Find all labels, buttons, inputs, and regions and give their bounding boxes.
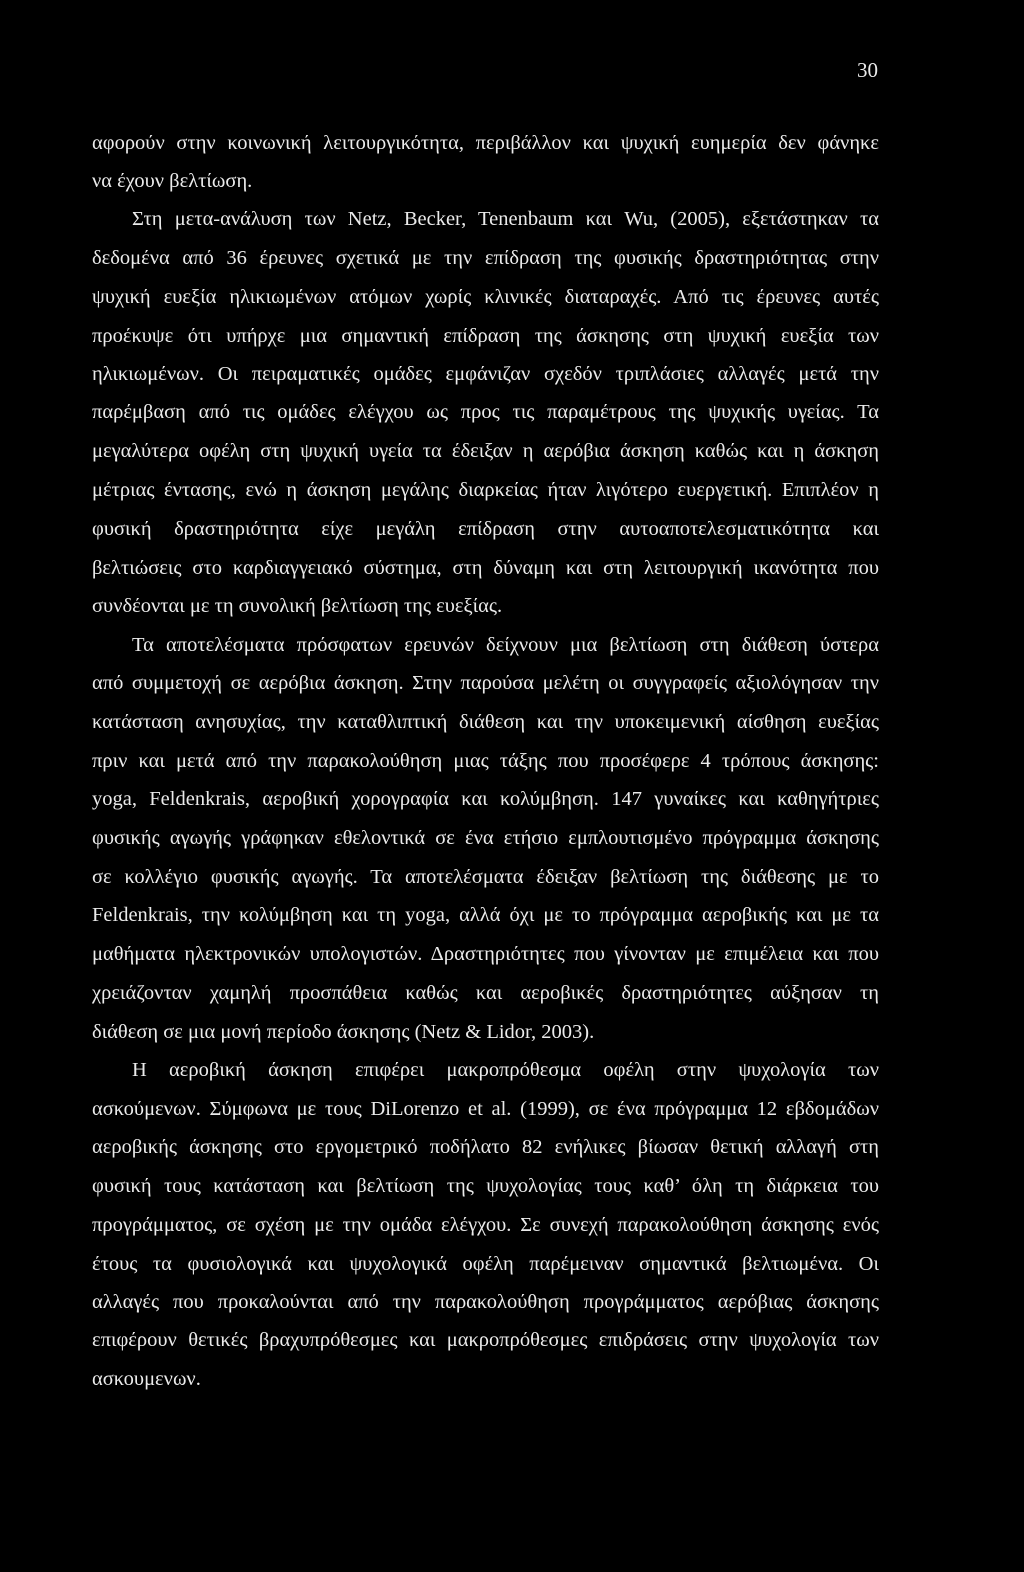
text-line: Feldenkrais, την κολύμβηση και τη yoga, αλλά όχι με το πρόγραμμα αεροβικής και με τα — [92, 904, 879, 926]
text-line: αλλαγές που προκαλούνται από την παρακολούθηση προγράμματος αερόβιας άσκησης — [92, 1291, 879, 1313]
text-line: Τα αποτελέσματα πρόσφατων ερευνών δείχνουν μια βελτίωση στη διάθεση ύστερα — [132, 634, 879, 656]
text-line: δεδομένα από 36 έρευνες σχετικά με την επίδραση της φυσικής δραστηριότητας στην — [92, 247, 879, 269]
text-line: χρειάζονταν χαμηλή προσπάθεια καθώς και αεροβικές δραστηριότητες αύξησαν τη — [92, 982, 879, 1004]
text-line: παρέμβαση από τις ομάδες ελέγχου ως προς τις παραμέτρους της ψυχικής υγείας. Τα — [92, 401, 879, 423]
text-line: αεροβικής άσκησης στο εργομετρικό ποδήλατο 82 ενήλικες βίωσαν θετική αλλαγή στη — [92, 1136, 879, 1158]
text-line: φυσική δραστηριότητα είχε μεγάλη επίδραση στην αυτοαποτελεσματικότητα και — [92, 518, 879, 540]
text-line: έτους τα φυσιολογικά και ψυχολογικά οφέλη παρέμειναν σημαντικά βελτιωμένα. Οι — [92, 1253, 879, 1275]
text-line: ασκούμενων. Σύμφωνα με τους DiLorenzo et al. (1999), σε ένα πρόγραμμα 12 εβδομάδων — [92, 1098, 879, 1120]
text-line: πριν και μετά από την παρακολούθηση μιας τάξης που προσέφερε 4 τρόπους άσκησης: — [92, 750, 879, 772]
text-line: προέκυψε ότι υπήρχε μια σημαντική επίδραση της άσκησης στη ψυχική ευεξία των — [92, 325, 879, 347]
page-number: 30 — [857, 58, 878, 82]
text-line: κατάσταση ανησυχίας, την καταθλιπτική διάθεση και την υποκειμενική αίσθηση ευεξίας — [92, 711, 879, 733]
text-line: μαθήματα ηλεκτρονικών υπολογιστών. Δραστηριότητες που γίνονταν με επιμέλεια και που — [92, 943, 879, 965]
text-line: φυσική τους κατάσταση και βελτίωση της ψυχολογίας τους καθ’ όλη τη διάρκεια του — [92, 1175, 879, 1197]
text-line: σε κολλέγιο φυσικής αγωγής. Τα αποτελέσματα έδειξαν βελτίωση της διάθεσης με το — [92, 866, 879, 888]
text-line: βελτιώσεις στο καρδιαγγειακό σύστημα, στη δύναμη και στη λειτουργική ικανότητα που — [92, 557, 879, 579]
text-line: Η αεροβική άσκηση επιφέρει μακροπρόθεσμα οφέλη στην ψυχολογία των — [132, 1059, 879, 1081]
text-line: ηλικιωμένων. Οι πειραματικές ομάδες εμφάνιζαν σχεδόν τριπλάσιες αλλαγές μετά την — [92, 363, 879, 385]
text-line: αφορούν στην κοινωνική λειτουργικότητα, περιβάλλον και ψυχική ευημερία δεν φάνηκε — [92, 132, 879, 154]
text-line: μέτριας έντασης, ενώ η άσκηση μεγάλης διαρκείας ήταν λιγότερο ευεργετική. Επιπλέον η — [92, 479, 879, 501]
text-line: επιφέρουν θετικές βραχυπρόθεσμες και μακροπρόθεσμες επιδράσεις στην ψυχολογία των — [92, 1329, 879, 1351]
text-line: ασκουμενων. — [92, 1368, 201, 1390]
text-line: να έχουν βελτίωση. — [92, 170, 253, 192]
text-line: μεγαλύτερα οφέλη στη ψυχική υγεία τα έδειξαν η αερόβια άσκηση καθώς και η άσκηση — [92, 440, 879, 462]
text-line: yoga, Feldenkrais, αεροβική χορογραφία και κολύμβηση. 147 γυναίκες και καθηγήτριες — [92, 788, 879, 810]
text-line: συνδέονται με τη συνολική βελτίωση της ευεξίας. — [92, 595, 503, 617]
text-line: από συμμετοχή σε αερόβια άσκηση. Στην παρούσα μελέτη οι συγγραφείς αξιολόγησαν την — [92, 672, 879, 694]
text-line: προγράμματος, σε σχέση με την ομάδα ελέγχου. Σε συνεχή παρακολούθηση άσκησης ενός — [92, 1214, 879, 1236]
text-line: διάθεση σε μια μονή περίοδο άσκησης (Netz & Lidor, 2003). — [92, 1021, 595, 1043]
text-line: ψυχική ευεξία ηλικιωμένων ατόμων χωρίς κλινικές διαταραχές. Από τις έρευνες αυτές — [92, 286, 879, 308]
text-line: φυσικής αγωγής γράφηκαν εθελοντικά σε ένα ετήσιο εμπλουτισμένο πρόγραμμα άσκησης — [92, 827, 879, 849]
text-line: Στη μετα-ανάλυση των Netz, Becker, Tenenbaum και Wu, (2005), εξετάστηκαν τα — [132, 208, 879, 230]
